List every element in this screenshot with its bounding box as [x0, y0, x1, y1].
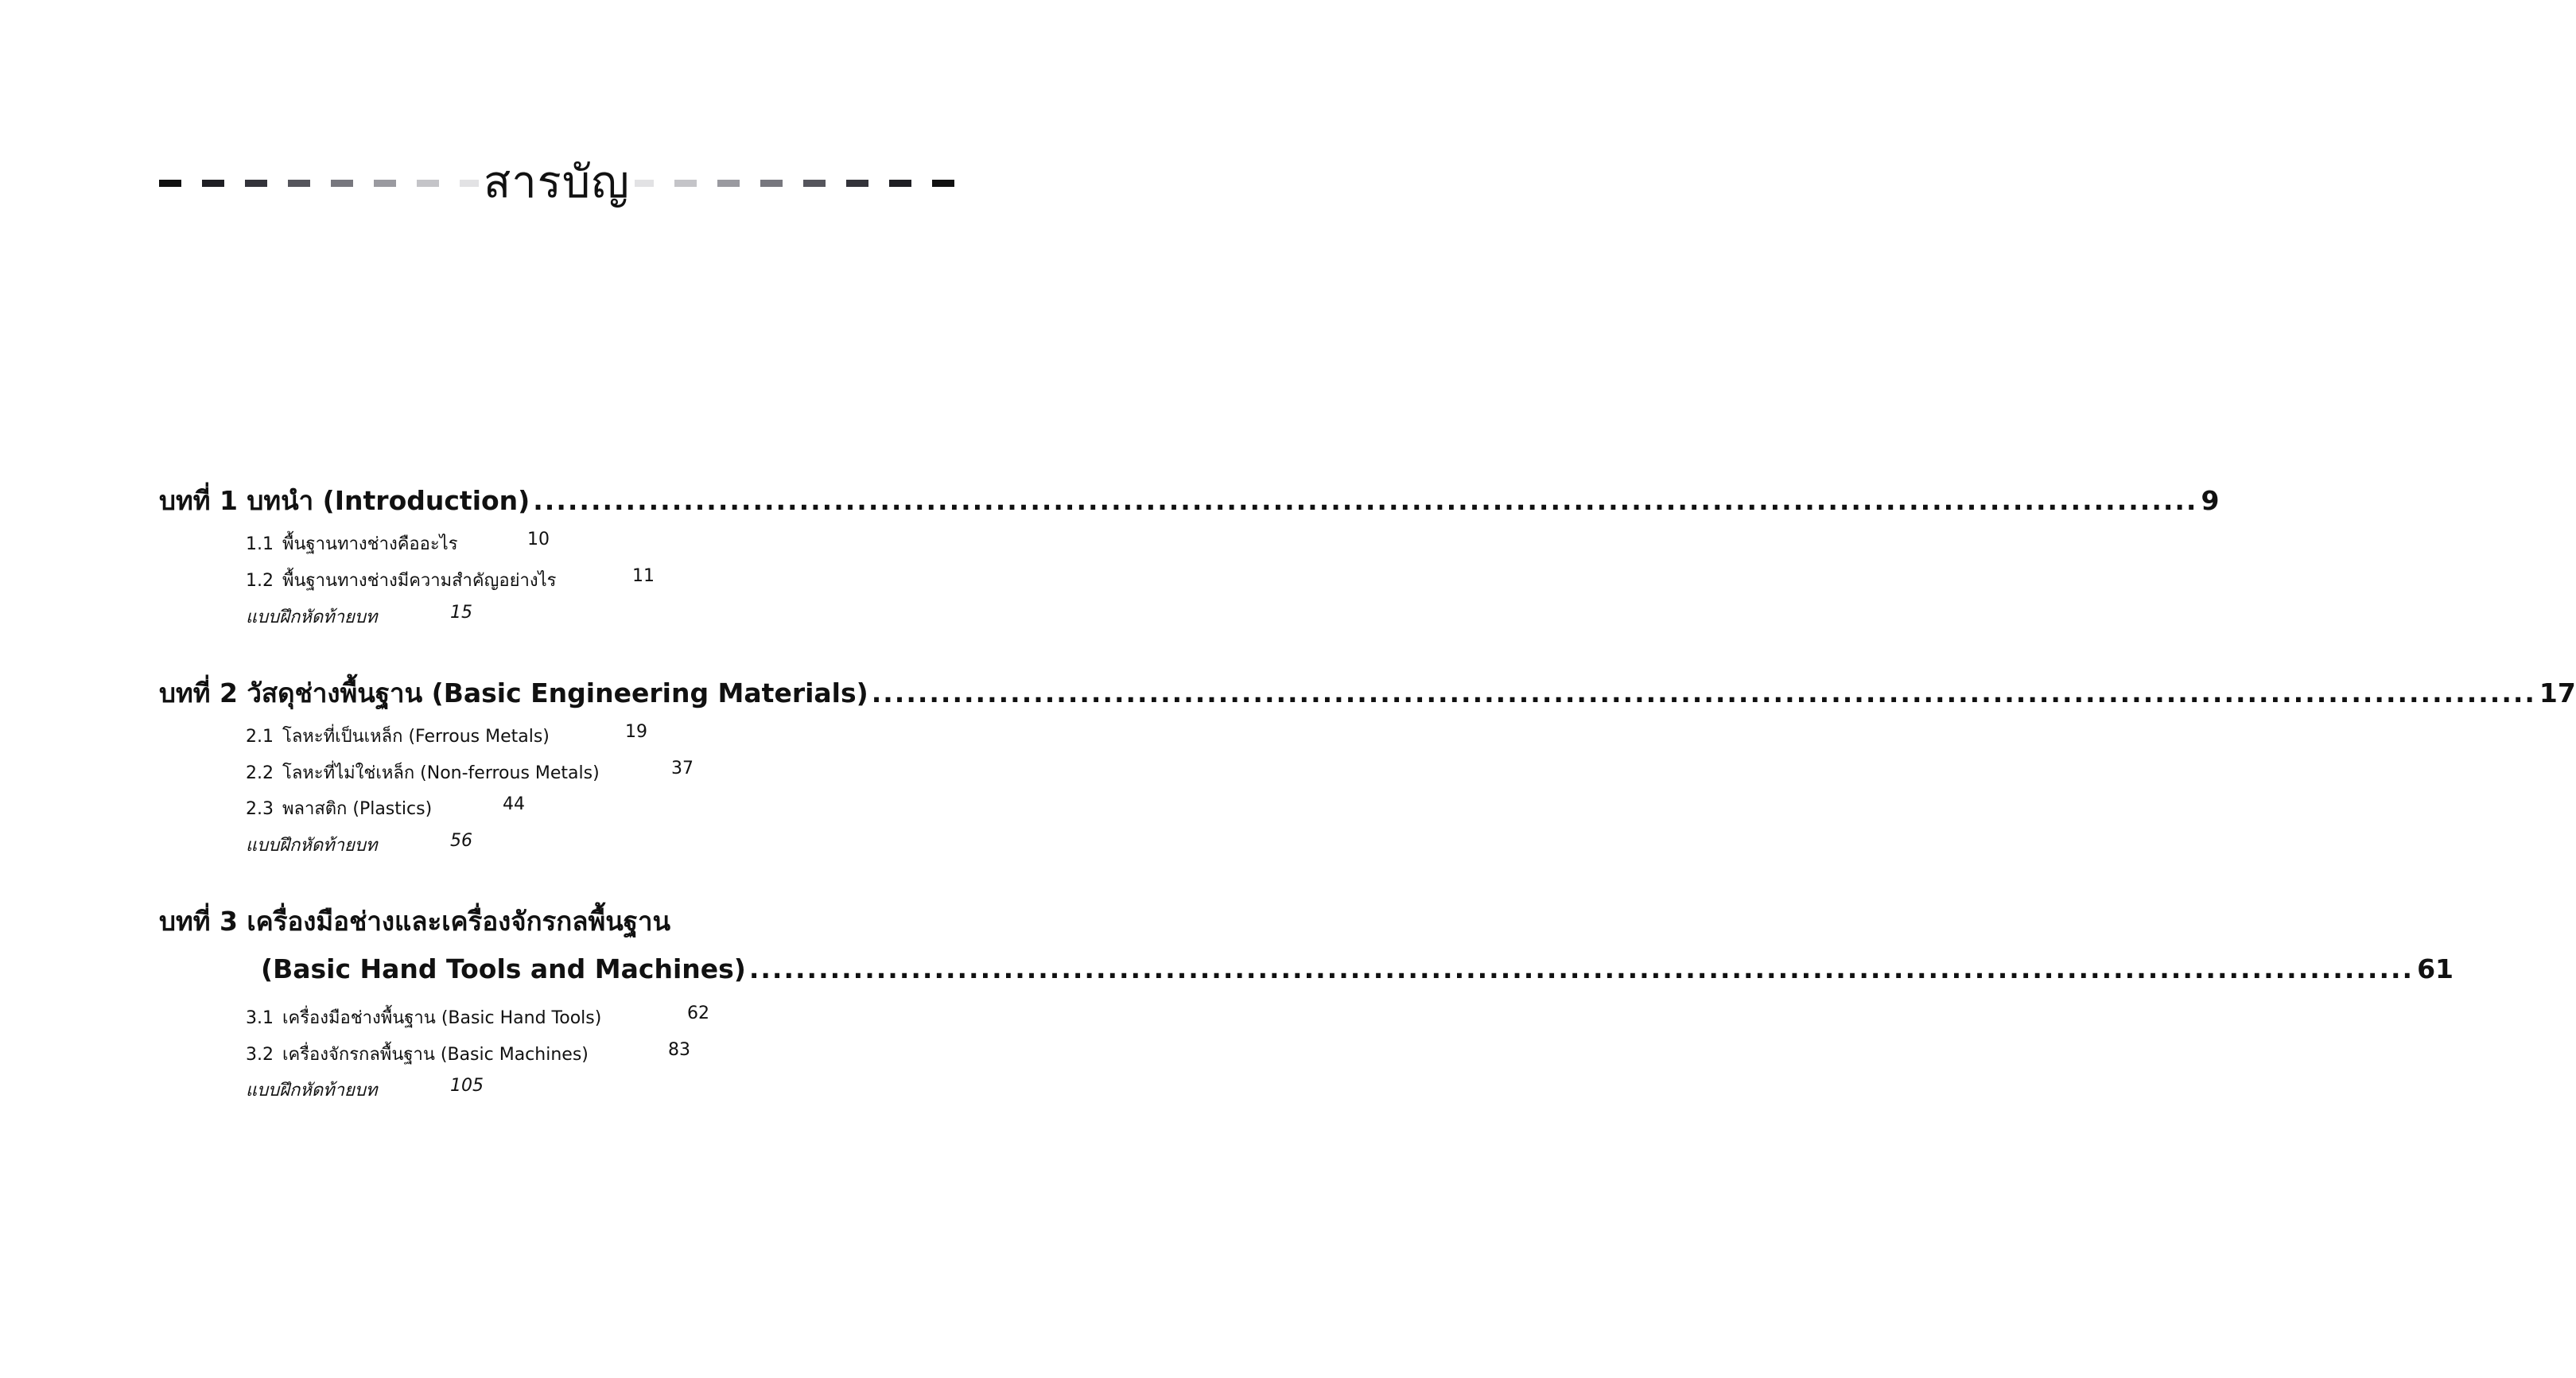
dot-leader: ................................................................................................................................................ — [533, 485, 2198, 516]
section-title: โลหะที่เป็นเหล็ก (Ferrous Metals) — [282, 727, 550, 747]
section-number: 3.1 — [246, 1008, 274, 1028]
chapter-title: บทที่ 2 วัสดุช่างพื้นฐาน (Basic Engineering Materials) — [159, 677, 868, 708]
dot-leader: ................................................................................................................................................ — [871, 677, 2536, 708]
dot-leader: ................................................................................................................................................ — [748, 953, 2415, 984]
chapter-title-continued: (Basic Hand Tools and Machines) — [261, 953, 746, 984]
section-title: โลหะที่ไม่ใช่เหล็ก (Non-ferrous Metals) — [282, 763, 600, 783]
toc-exercise-3-page — [450, 1076, 484, 1096]
chapter-title: บทที่ 1 บทนำ (Introduction) — [159, 485, 530, 516]
section-number: 2.3 — [246, 799, 274, 819]
chapter-3-heading-line2[interactable] — [261, 953, 2454, 984]
toc-exercise-1[interactable] — [246, 603, 377, 631]
toc-exercise-3[interactable] — [246, 1076, 377, 1104]
exercise-page-number: 15 — [450, 603, 472, 623]
toc-section-1-2[interactable] — [246, 566, 556, 594]
section-page-number: 37 — [671, 759, 694, 778]
chapter-page-number: 61 — [2417, 953, 2454, 984]
toc-exercise-2-page — [450, 831, 472, 851]
section-title: พื้นฐานทางช่างคืออะไร — [282, 534, 458, 554]
toc-section-3-1[interactable] — [246, 1003, 601, 1031]
exercise-title: แบบฝึกหัดท้ายบท — [246, 607, 378, 627]
section-page-number: 44 — [503, 794, 525, 814]
chapter-1-heading[interactable] — [159, 479, 2220, 522]
exercise-page-number: 56 — [450, 831, 472, 851]
toc-section-3-2[interactable] — [246, 1040, 589, 1068]
exercise-page-number: 105 — [450, 1076, 484, 1096]
toc-section-2-2[interactable] — [246, 759, 600, 786]
section-page-number: 11 — [632, 566, 655, 586]
toc-section-1-1-page — [527, 530, 550, 549]
toc-exercise-1-page — [450, 603, 472, 623]
exercise-title: แบบฝึกหัดท้ายบท — [246, 1081, 378, 1100]
section-title: พลาสติก (Plastics) — [282, 799, 433, 819]
toc-section-1-1[interactable] — [246, 530, 458, 557]
toc-section-3-2-page — [668, 1040, 690, 1060]
section-title: พื้นฐานทางช่างมีความสำคัญอย่างไร — [282, 571, 557, 591]
toc-section-2-2-page — [671, 759, 694, 778]
section-page-number: 19 — [625, 722, 647, 742]
toc-section-1-2-page — [632, 566, 655, 586]
title-banner — [159, 155, 954, 211]
section-title: เครื่องจักรกลพื้นฐาน (Basic Machines) — [282, 1045, 589, 1065]
chapter-2-heading[interactable] — [159, 672, 2576, 714]
toc-section-3-1-page — [687, 1003, 709, 1023]
chapter-page-number: 9 — [2201, 485, 2220, 516]
section-number: 2.2 — [246, 763, 274, 783]
toc-section-2-1[interactable] — [246, 722, 550, 750]
chapter-title: บทที่ 3 เครื่องมือช่างและเครื่องจักรกลพื้นฐาน — [159, 906, 671, 937]
section-page-number: 10 — [527, 530, 550, 549]
chapter-3-heading[interactable] — [159, 900, 670, 942]
page-title-text: สารบัญ — [479, 157, 635, 208]
section-number: 3.2 — [246, 1045, 274, 1065]
toc-exercise-2[interactable] — [246, 831, 377, 859]
toc-section-2-3-page — [503, 794, 525, 814]
section-page-number: 62 — [687, 1003, 709, 1023]
section-number: 2.1 — [246, 727, 274, 747]
chapter-page-number: 17 — [2539, 677, 2576, 708]
section-page-number: 83 — [668, 1040, 690, 1060]
exercise-title: แบบฝึกหัดท้ายบท — [246, 836, 378, 856]
page-title — [159, 155, 954, 211]
toc-section-2-1-page — [625, 722, 647, 742]
section-title: เครื่องมือช่างพื้นฐาน (Basic Hand Tools) — [282, 1008, 602, 1028]
toc-section-2-3[interactable] — [246, 794, 432, 822]
section-number: 1.2 — [246, 571, 274, 591]
section-number: 1.1 — [246, 534, 274, 554]
